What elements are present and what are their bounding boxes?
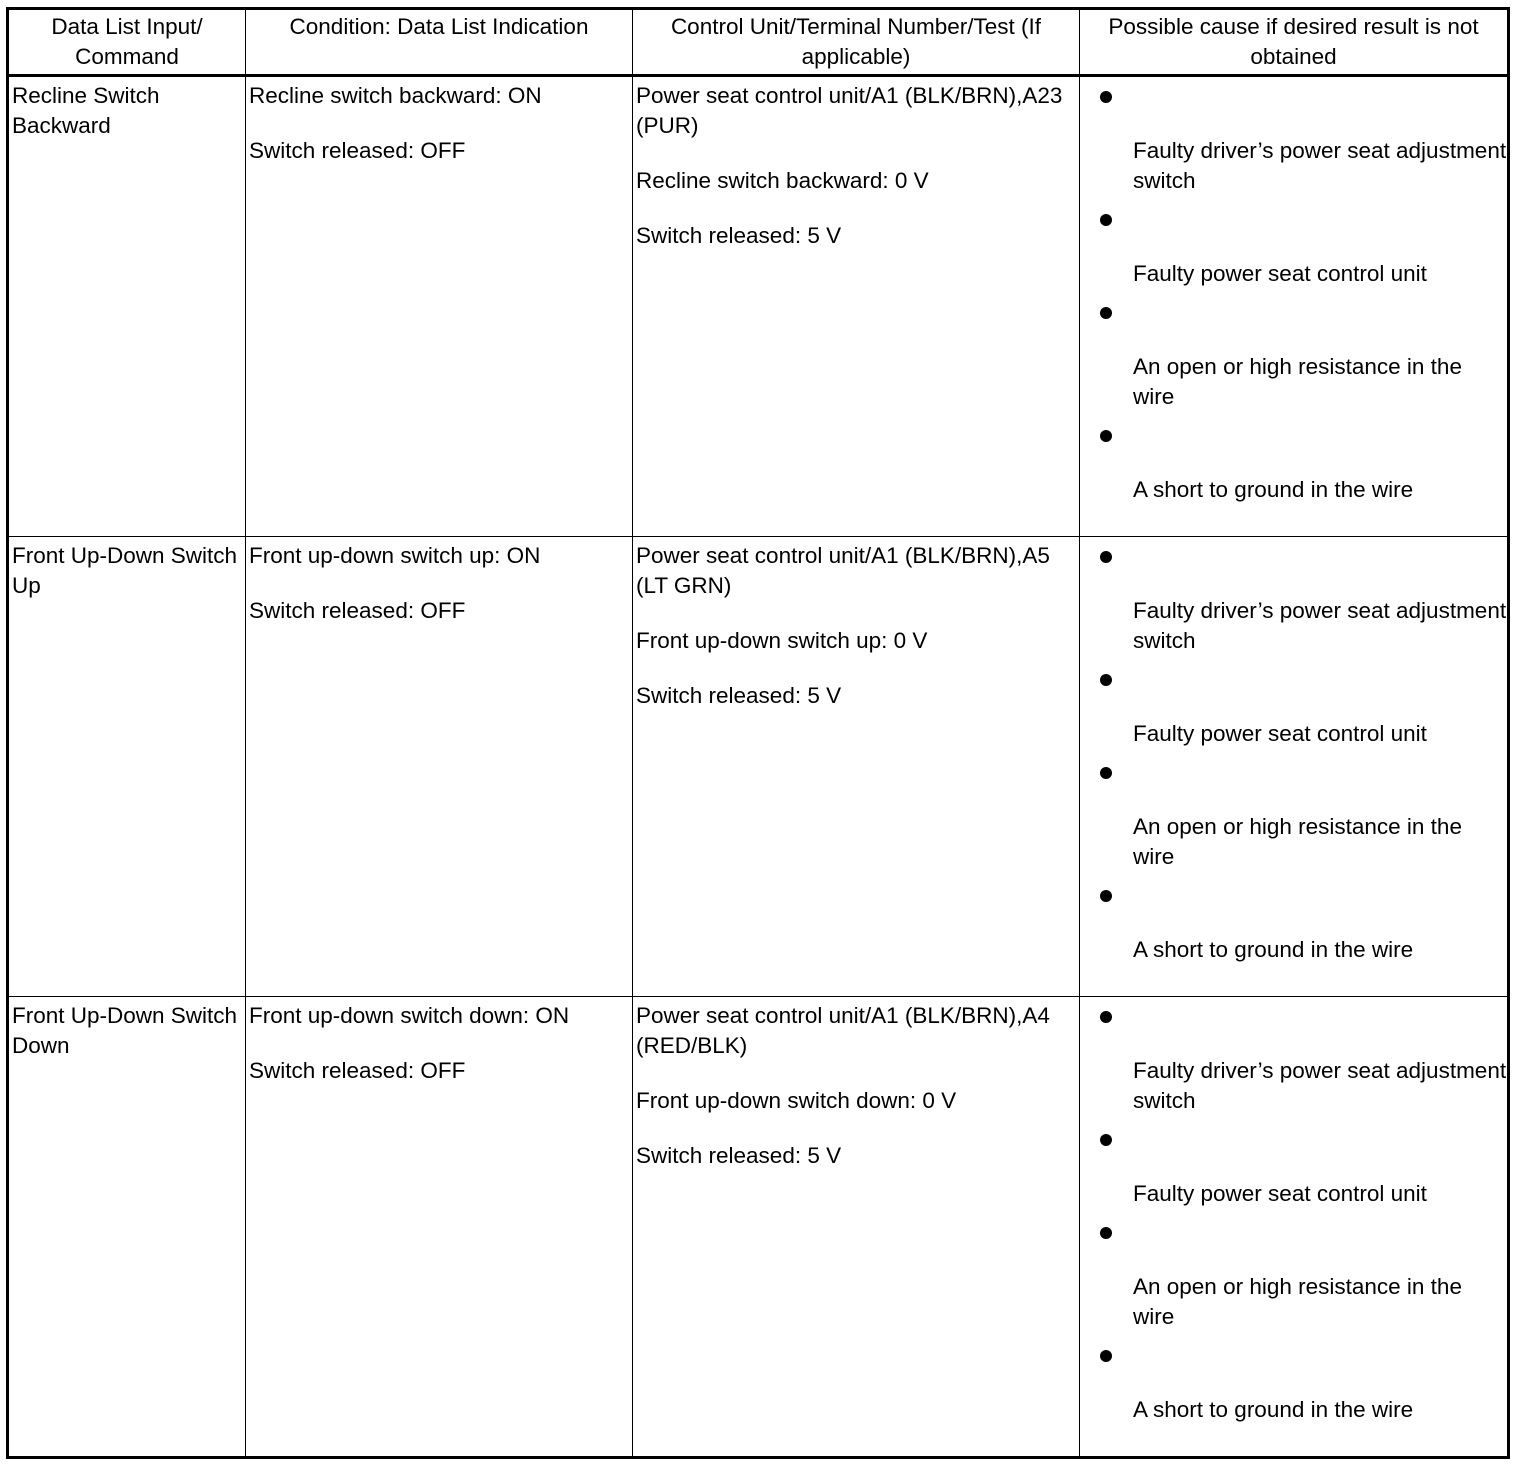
list-item — [1100, 307, 1507, 412]
command-cell — [8, 537, 246, 997]
control-unit-cell — [633, 537, 1080, 997]
condition-text: Switch released: OFF — [249, 598, 466, 623]
command-text: Recline Switch Backward — [12, 83, 160, 138]
control-unit-text: Switch released: 5 V — [636, 223, 842, 248]
command-text: Front Up-Down Switch Up — [12, 543, 238, 598]
control-unit-text: Switch released: 5 V — [636, 1143, 842, 1168]
list-item — [1100, 1134, 1507, 1209]
cause-text: Faulty power seat control unit — [1133, 261, 1427, 286]
cause-text: A short to ground in the wire — [1133, 477, 1414, 502]
header-control-unit: Control Unit/Terminal Number/Test (If applicable) — [633, 9, 1080, 76]
cause-text: Faulty driver’s power seat adjustment switch — [1133, 598, 1507, 653]
possible-cause-cell — [1080, 537, 1509, 997]
table-header-row — [8, 9, 1509, 76]
possible-cause-cell — [1080, 997, 1509, 1458]
bullet-icon — [1100, 890, 1112, 902]
bullet-icon — [1100, 1134, 1112, 1146]
bullet-icon — [1100, 1350, 1112, 1362]
list-item — [1100, 1227, 1507, 1332]
command-cell — [8, 997, 246, 1458]
bullet-icon — [1100, 91, 1112, 103]
command-text: Front Up-Down Switch Down — [12, 1003, 238, 1058]
cause-text: An open or high resistance in the wire — [1133, 354, 1462, 409]
control-unit-text: Power seat control unit/A1 (BLK/BRN),A23 (PUR) — [636, 83, 1063, 138]
list-item — [1100, 91, 1507, 196]
bullet-icon — [1100, 307, 1112, 319]
cause-list — [1080, 77, 1507, 505]
bullet-icon — [1100, 214, 1112, 226]
header-condition: Condition: Data List Indication — [246, 9, 633, 76]
bullet-icon — [1100, 1227, 1112, 1239]
cause-text: Faulty driver’s power seat adjustment switch — [1133, 138, 1507, 193]
control-unit-text: Switch released: 5 V — [636, 683, 842, 708]
table-row — [8, 76, 1509, 537]
header-command: Data List Input/ Command — [8, 9, 246, 76]
cause-text: Faulty power seat control unit — [1133, 721, 1427, 746]
condition-text: Recline switch backward: ON — [249, 83, 542, 108]
condition-cell — [246, 537, 633, 997]
control-unit-cell — [633, 76, 1080, 537]
bullet-icon — [1100, 551, 1112, 563]
cause-text: An open or high resistance in the wire — [1133, 814, 1462, 869]
condition-text: Switch released: OFF — [249, 1058, 466, 1083]
condition-cell — [246, 997, 633, 1458]
list-item — [1100, 214, 1507, 289]
condition-text: Front up-down switch down: ON — [249, 1003, 570, 1028]
condition-text: Front up-down switch up: ON — [249, 543, 541, 568]
bullet-icon — [1100, 767, 1112, 779]
control-unit-text: Power seat control unit/A1 (BLK/BRN),A4 (RED/BLK) — [636, 1003, 1050, 1058]
command-cell — [8, 76, 246, 537]
possible-cause-cell — [1080, 76, 1509, 537]
cause-list — [1080, 537, 1507, 965]
cause-list — [1080, 997, 1507, 1425]
cause-text: A short to ground in the wire — [1133, 1397, 1414, 1422]
list-item — [1100, 890, 1507, 965]
control-unit-text: Power seat control unit/A1 (BLK/BRN),A5 (LT GRN) — [636, 543, 1050, 598]
control-unit-text: Front up-down switch up: 0 V — [636, 628, 928, 653]
list-item — [1100, 674, 1507, 749]
diagnostic-data-table — [6, 7, 1510, 1459]
list-item — [1100, 767, 1507, 872]
cause-text: Faulty driver’s power seat adjustment switch — [1133, 1058, 1507, 1113]
table-row — [8, 997, 1509, 1458]
list-item — [1100, 551, 1507, 656]
list-item — [1100, 1350, 1507, 1425]
control-unit-text: Front up-down switch down: 0 V — [636, 1088, 957, 1113]
cause-text: A short to ground in the wire — [1133, 937, 1414, 962]
cause-text: Faulty power seat control unit — [1133, 1181, 1427, 1206]
condition-text: Switch released: OFF — [249, 138, 466, 163]
cause-text: An open or high resistance in the wire — [1133, 1274, 1462, 1329]
control-unit-text: Recline switch backward: 0 V — [636, 168, 929, 193]
control-unit-cell — [633, 997, 1080, 1458]
list-item — [1100, 430, 1507, 505]
bullet-icon — [1100, 1011, 1112, 1023]
condition-cell — [246, 76, 633, 537]
table-row — [8, 537, 1509, 997]
bullet-icon — [1100, 430, 1112, 442]
bullet-icon — [1100, 674, 1112, 686]
list-item — [1100, 1011, 1507, 1116]
header-possible-cause: Possible cause if desired result is not obtained — [1080, 9, 1509, 76]
